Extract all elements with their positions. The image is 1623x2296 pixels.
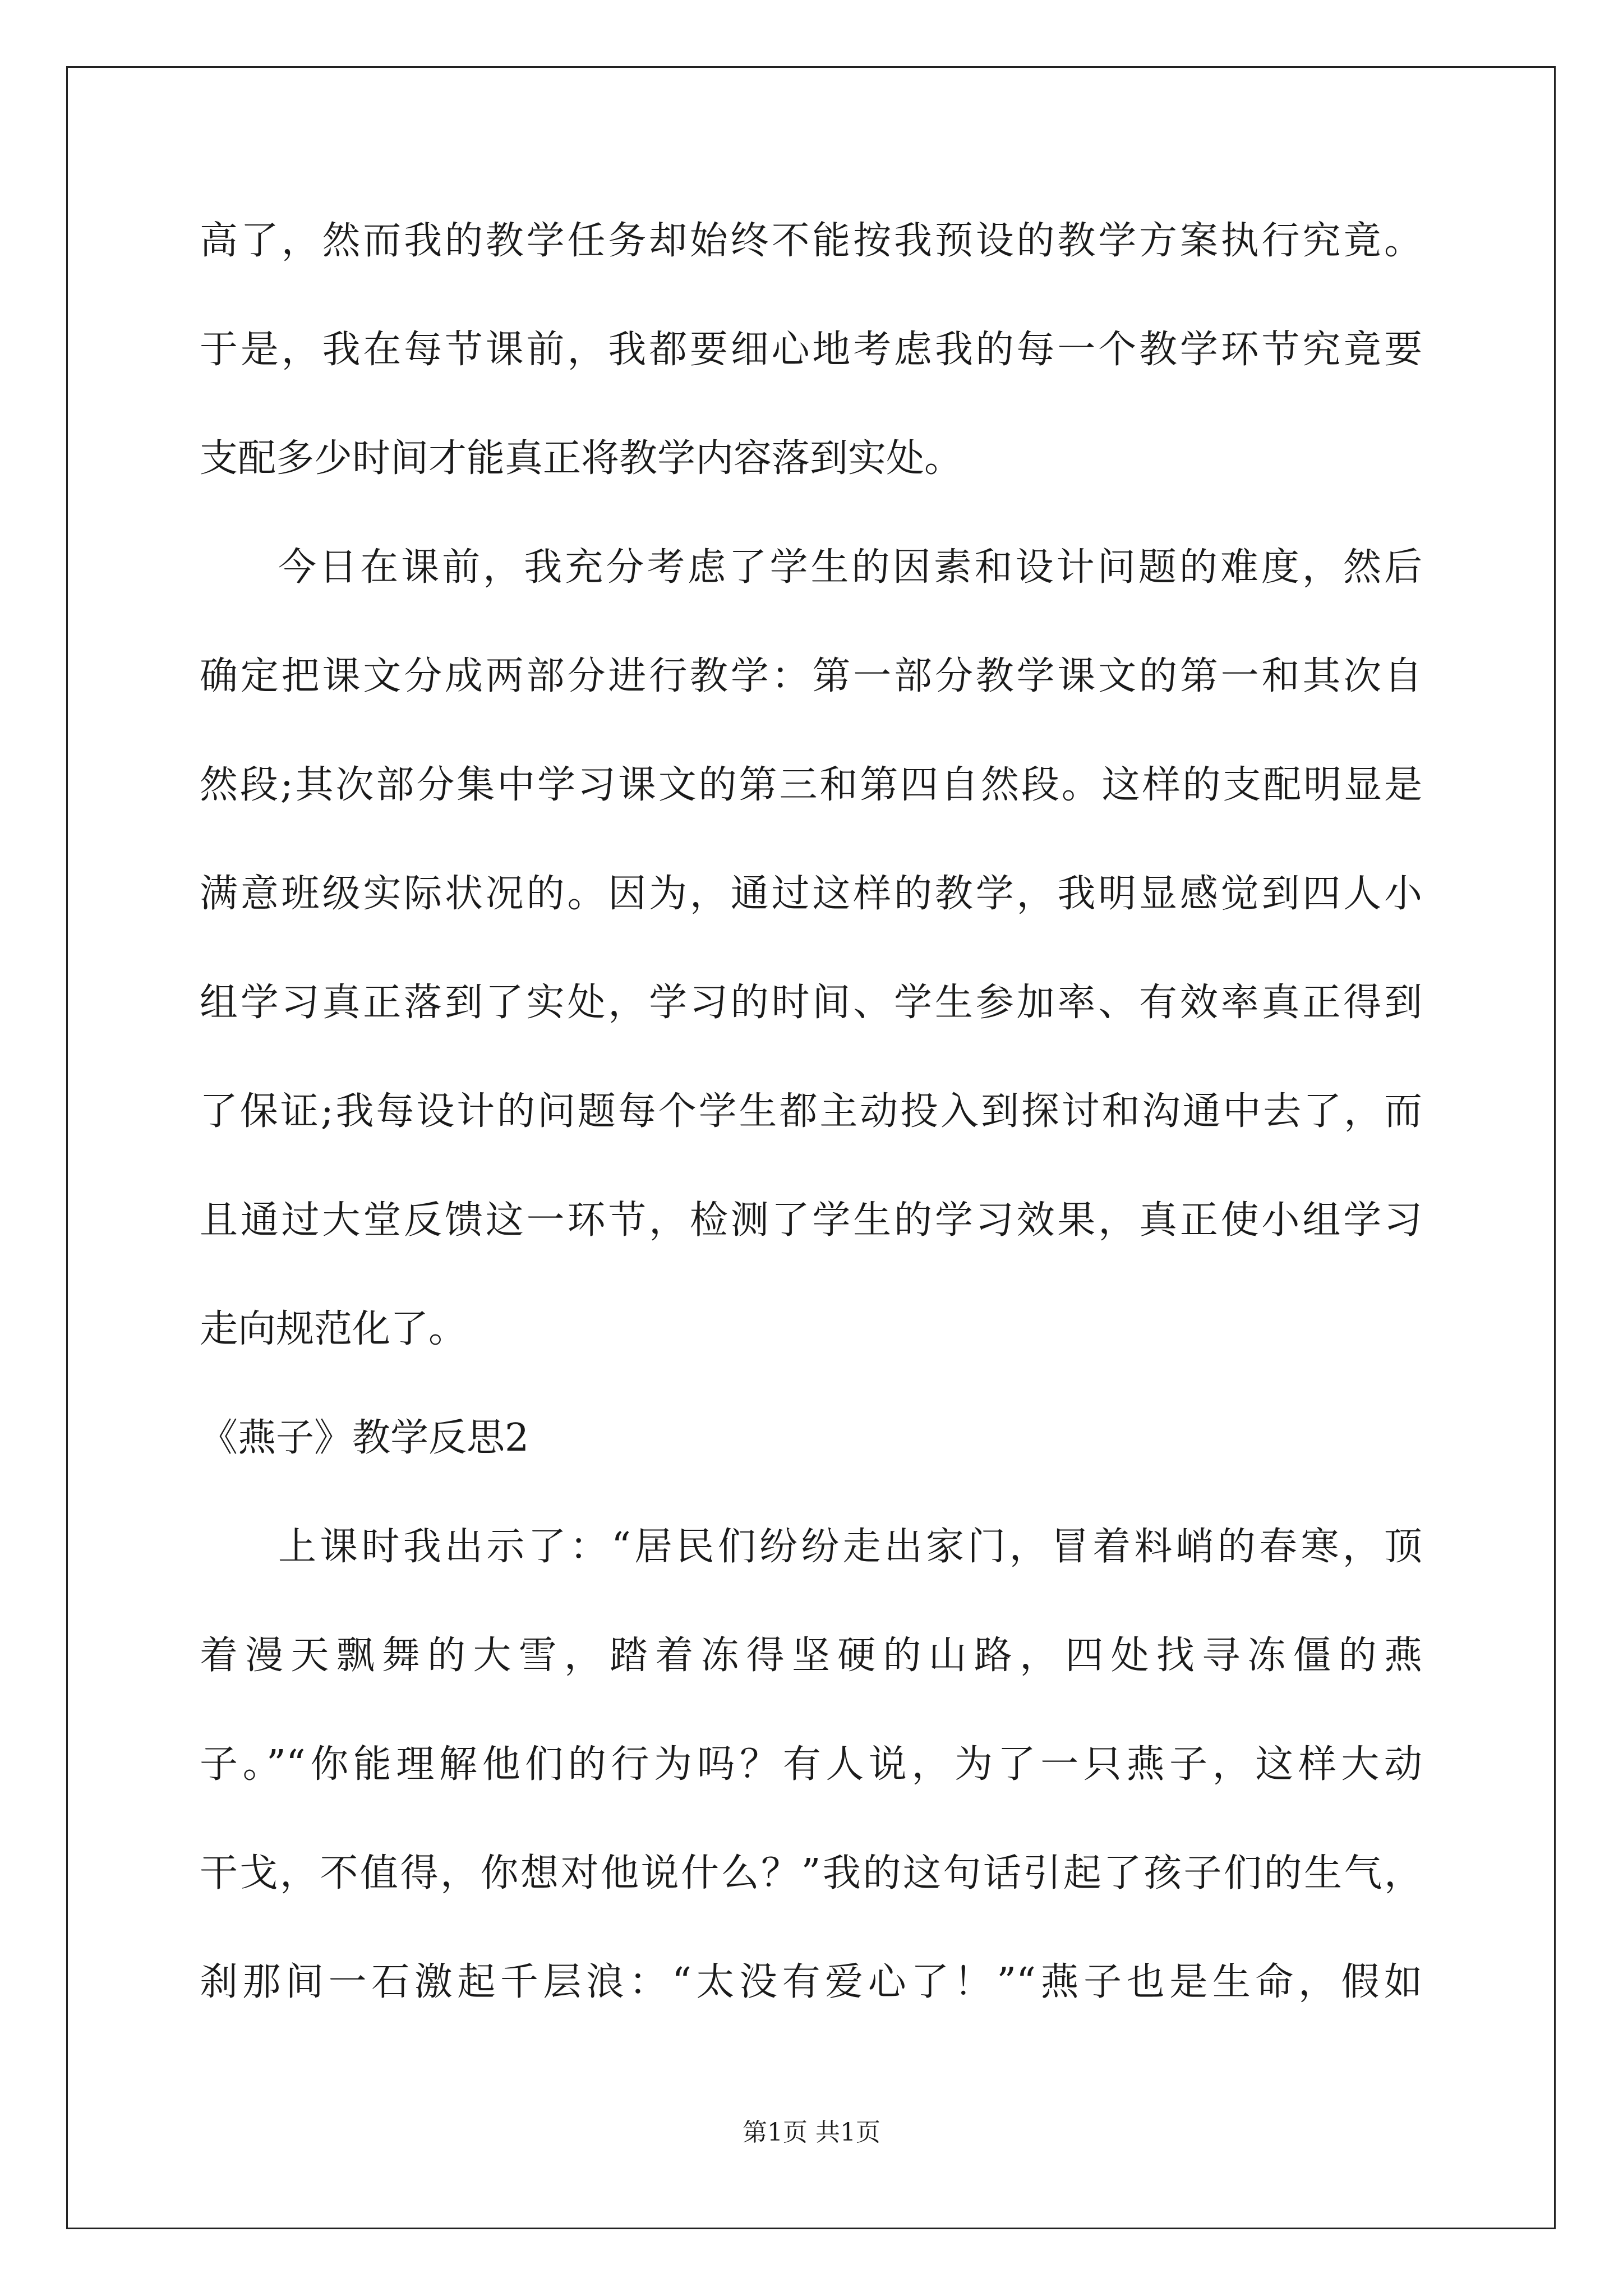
text-line: 且通过大堂反馈这一环节，检测了学生的学习效果，真正使小组学习 xyxy=(200,1198,1422,1243)
text-line: 上课时我出示了：“居民们纷纷走出家门，冒着料峭的春寒，顶 xyxy=(278,1525,1422,1569)
page-footer: 第1页 共1页 xyxy=(743,2118,880,2147)
paragraph-2 xyxy=(200,526,1422,1396)
text-line: 高了，然而我的教学任务却始终不能按我预设的教学方案执行究竟。 xyxy=(200,219,1422,263)
text-line: 于是，我在每节课前，我都要细心地考虑我的每一个教学环节究竟要 xyxy=(200,328,1422,372)
text-line: 今日在课前，我充分考虑了学生的因素和设计问题的难度，然后 xyxy=(278,545,1422,590)
section-heading: 《燕子》教学反思2 xyxy=(200,1416,529,1460)
text-line: 了保证;我每设计的问题每个学生都主动投入到探讨和沟通中去了，而 xyxy=(200,1089,1422,1134)
text-line: 支配多少时间才能真正将教学内容落到实处。 xyxy=(200,436,963,481)
text-line: 确定把课文分成两部分进行教学：第一部分教学课文的第一和其次自 xyxy=(200,654,1422,698)
text-line: 走向规范化了。 xyxy=(200,1307,467,1351)
text-line: 着漫天飘舞的大雪，踏着冻得坚硬的山路，四处找寻冻僵的燕 xyxy=(200,1634,1422,1678)
text-line: 干戈，不值得，你想对他说什么？”我的这句话引起了孩子们的生气， xyxy=(200,1851,1422,1895)
text-line: 刹那间一石激起千层浪：“太没有爱心了！”“燕子也是生命，假如 xyxy=(200,1960,1422,2004)
paragraph-1 xyxy=(200,199,1422,526)
text-line: 然段;其次部分集中学习课文的第三和第四自然段。这样的支配明显是 xyxy=(200,763,1422,807)
document-body xyxy=(200,199,1422,2049)
text-line: 满意班级实际状况的。因为，通过这样的教学，我明显感觉到四人小 xyxy=(200,872,1422,916)
paragraph-3 xyxy=(200,1505,1422,2049)
text-line: 子。”“你能理解他们的行为吗？有人说，为了一只燕子，这样大动 xyxy=(200,1742,1422,1787)
text-line: 组学习真正落到了实处，学习的时间、学生参加率、有效率真正得到 xyxy=(200,981,1422,1025)
